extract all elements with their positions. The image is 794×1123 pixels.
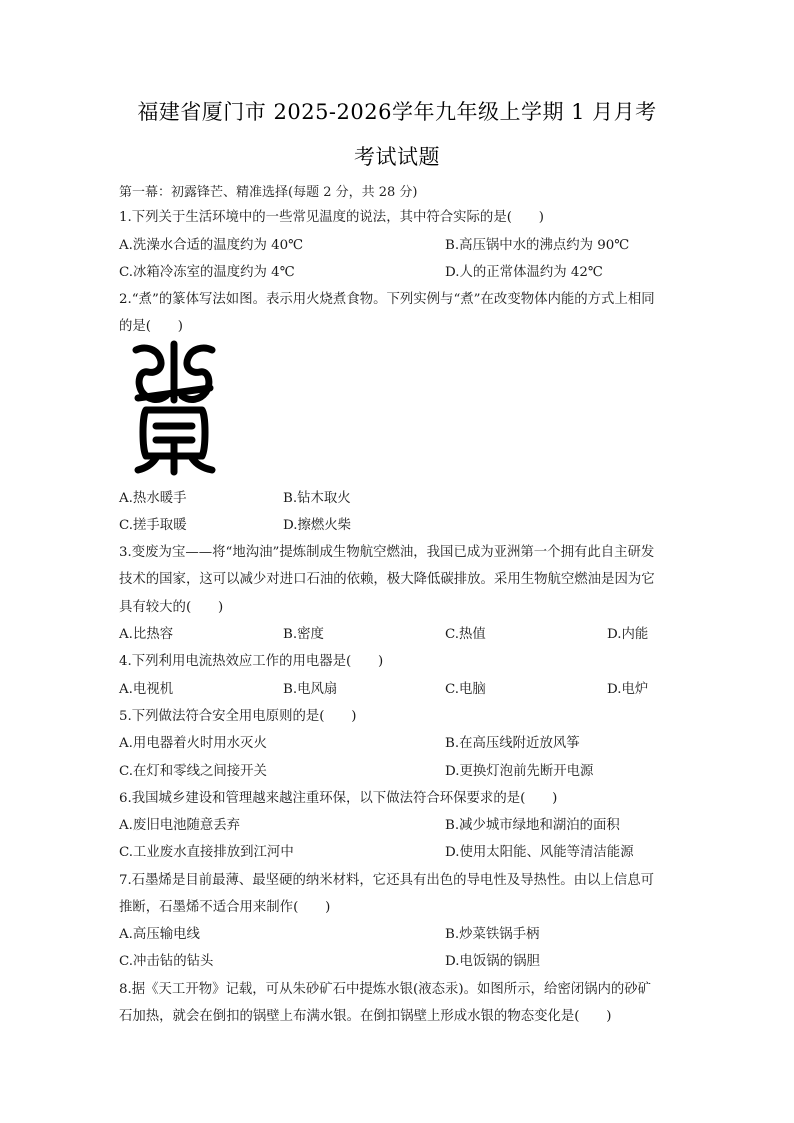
q2-option-c: C.搓手取暖 — [119, 518, 187, 533]
q5-option-b: B.在高压线附近放风筝 — [445, 736, 580, 751]
q4-option-c: C.电脑 — [445, 682, 486, 697]
q6-option-c: C.工业废水直接排放到江河中 — [119, 845, 294, 860]
q1-option-d: D.人的正常体温约为 42℃ — [445, 265, 603, 280]
q2-stem-line-1: 2.“煮”的篆体写法如图。表示用火烧煮食物。下列实例与“煮”在改变物体内能的方式上相同 — [119, 292, 655, 307]
q3-option-c: C.热值 — [445, 627, 486, 642]
q4-option-a: A.电视机 — [119, 682, 174, 697]
q4-stem: 4.下列利用电流热效应工作的用电器是( ) — [119, 654, 384, 669]
q7-stem-line-1: 7.石墨烯是目前最薄、最坚硬的纳米材料，它还具有出色的导电性及导热性。由以上信息可 — [119, 873, 655, 888]
q2-option-d: D.擦燃火柴 — [283, 518, 352, 533]
section-heading: 第一幕：初露锋芒、精准选择(每题 2 分，共 28 分) — [119, 185, 418, 200]
q7-option-d: D.电饭锅的锅胆 — [445, 954, 540, 969]
q2-stem-line-2: 的是( ) — [119, 319, 184, 334]
q6-stem: 6.我国城乡建设和管理越来越注重环保，以下做法符合环保要求的是( ) — [119, 791, 558, 806]
q3-option-d: D.内能 — [607, 627, 649, 642]
seal-script-zhu-image — [126, 340, 222, 476]
q3-option-b: B.密度 — [283, 627, 324, 642]
q7-option-b: B.炒菜铁锅手柄 — [445, 927, 540, 942]
q6-option-b: B.减少城市绿地和湖泊的面积 — [445, 818, 620, 833]
q4-option-b: B.电风扇 — [283, 682, 338, 697]
q8-stem-line-2: 石加热，就会在倒扣的锅壁上布满水银。在倒扣锅壁上形成水银的物态变化是( ) — [119, 1009, 612, 1024]
q1-stem: 1.下列关于生活环境中的一些常见温度的说法，其中符合实际的是( ) — [119, 210, 544, 225]
q3-stem-line-2: 技术的国家，这可以减少对进口石油的依赖，极大降低碳排放。采用生物航空燃油是因为它 — [119, 572, 655, 587]
q2-option-a: A.热水暖手 — [119, 491, 187, 506]
q3-option-a: A.比热容 — [119, 627, 174, 642]
q5-option-a: A.用电器着火时用水灭火 — [119, 736, 267, 751]
q7-option-a: A.高压输电线 — [119, 927, 200, 942]
q3-stem-line-1: 3.变废为宝——将“地沟油”提炼制成生物航空燃油，我国已成为亚洲第一个拥有此自主研发 — [119, 545, 655, 560]
q2-option-b: B.钻木取火 — [283, 491, 351, 506]
q7-stem-line-2: 推断，石墨烯不适合用来制作( ) — [119, 900, 331, 915]
q5-option-d: D.更换灯泡前先断开电源 — [445, 764, 594, 779]
q4-option-d: D.电炉 — [607, 682, 649, 697]
exam-title-line-2: 考试试题 — [354, 145, 440, 169]
q1-option-a: A.洗澡水合适的温度约为 40℃ — [119, 238, 304, 253]
q1-option-b: B.高压锅中水的沸点约为 90℃ — [445, 238, 630, 253]
q5-option-c: C.在灯和零线之间接开关 — [119, 764, 267, 779]
q6-option-a: A.废旧电池随意丢弃 — [119, 818, 241, 833]
q8-stem-line-1: 8.据《天工开物》记载，可从朱砂矿石中提炼水银(液态汞)。如图所示，给密闭锅内的砂矿 — [119, 982, 652, 997]
q6-option-d: D.使用太阳能、风能等清洁能源 — [445, 845, 634, 860]
q7-option-c: C.冲击钻的钻头 — [119, 954, 214, 969]
q1-option-c: C.冰箱冷冻室的温度约为 4℃ — [119, 265, 295, 280]
q5-stem: 5.下列做法符合安全用电原则的是( ) — [119, 709, 357, 724]
q3-stem-line-3: 具有较大的( ) — [119, 600, 224, 615]
exam-title-line-1: 福建省厦门市 2025-2026学年九年级上学期 1 月月考 — [137, 100, 657, 124]
